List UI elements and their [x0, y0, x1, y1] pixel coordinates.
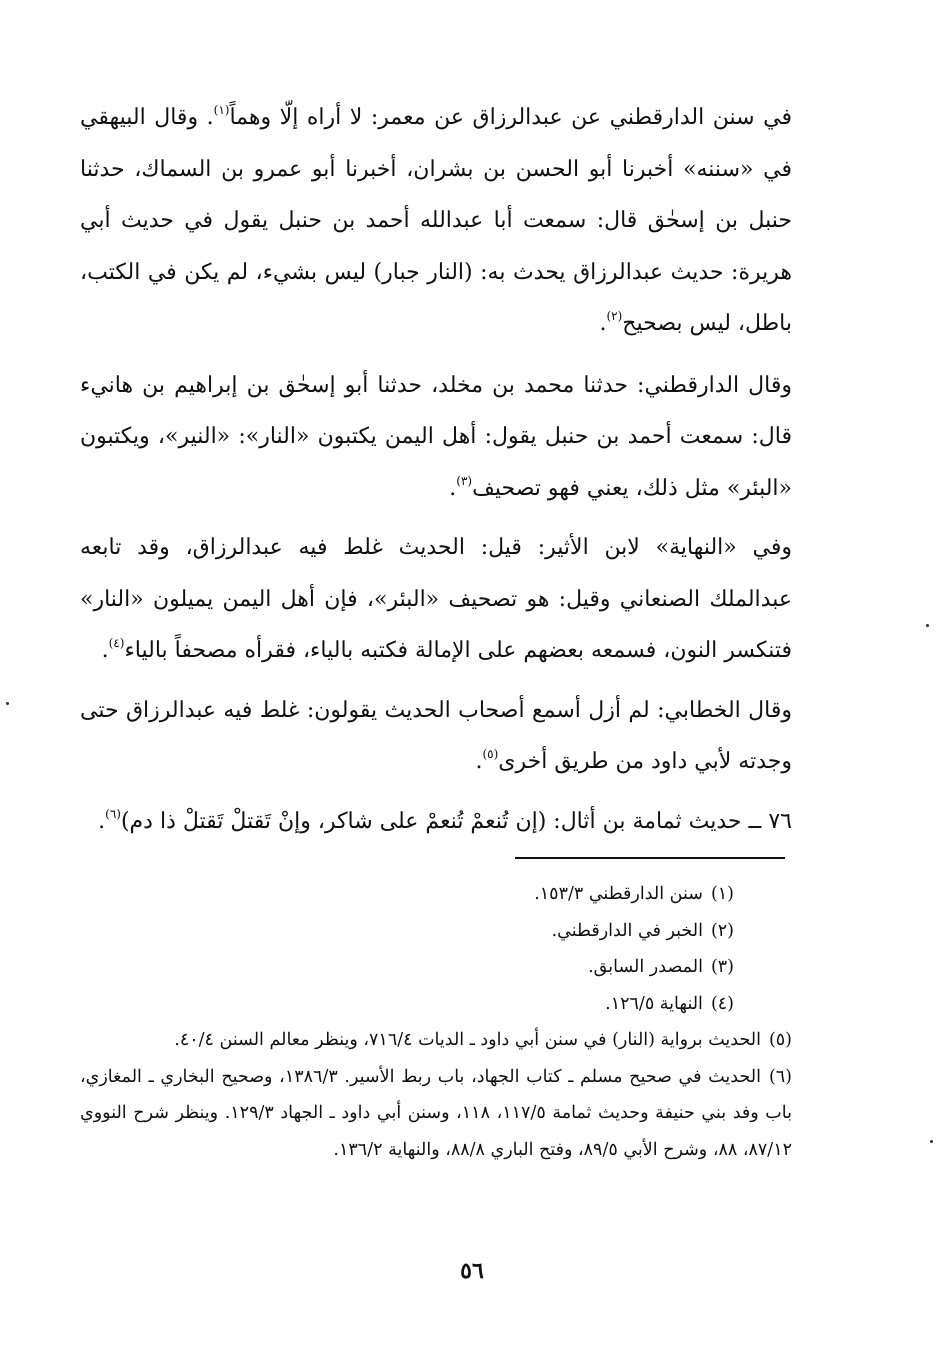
paragraph-text: وقال الخطابي: لم أزل أسمع أصحاب الحديث يقولون: غلط فيه عبدالرزاق حتى وجدته لأبي داود من طريق أخرى [80, 697, 792, 774]
hadith-76-heading [80, 796, 792, 848]
footnote-ref[interactable]: (٥) [482, 747, 499, 761]
footnote-3 [80, 949, 792, 986]
paragraph-text: . [599, 311, 607, 336]
footnote-number: (٥) [768, 1030, 792, 1050]
footnote-5 [80, 1022, 792, 1059]
paragraph-text: . [98, 808, 106, 834]
main-text [80, 92, 792, 855]
footnote-text: الخبر في الدارقطني. [551, 920, 703, 941]
paragraph-text: . [101, 638, 109, 663]
footnote-number: (٣) [710, 957, 734, 977]
footnote-text: النهاية ١٢٦/٥. [605, 993, 703, 1014]
paragraph-text: وفي «النهاية» لابن الأثير: قيل: الحديث غلط فيه عبدالرزاق، وقد تابعه عبدالملك الصنعاني وقيل: هو تصحيف «البئر»، فإن أهل اليمن يميلون «النار» فتنكسر النون، فسمعه بعضهم على الإمالة فكتبه بالياء، فقرأه مصحفاً بالياء [80, 535, 792, 663]
footnote-ref[interactable]: (١) [213, 103, 230, 117]
scan-speck [6, 702, 9, 705]
paragraph-text: . [475, 749, 483, 774]
paragraph-4 [80, 685, 792, 788]
footnote-text: الحديث برواية (النار) في سنن أبي داود ـ الديات ٧١٦/٤، وينظر معالم السنن ٤٠/٤. [174, 1030, 761, 1050]
footnote-text: سنن الدارقطني ١٥٣/٣. [534, 884, 703, 904]
paragraph-3 [80, 522, 792, 677]
footnote-4 [80, 986, 792, 1023]
scan-speck [926, 624, 929, 627]
footnote-separator [515, 857, 785, 859]
paragraph-text: وقال الدارقطني: حدثنا محمد بن مخلد، حدثنا أبو إسحٰق بن إبراهيم بن هانيء قال: سمعت أحمد بن حنبل يقول: أهل اليمن يكتبون «النار»: «النير»، ويكتبون «البئر» مثل ذلك، يعني فهو تصحيف [80, 372, 792, 501]
paragraph-text: . وقال البيهقي في «سننه» أخبرنا أبو الحسن بن بشران، أخبرنا أبو عمرو بن السماك، حدثنا حنبل بن إسحٰق قال: سمعت أبا عبدالله أحمد بن حنبل يقول في حديث أبي هريرة: حديث عبدالرزاق يحدث به: (النار جبار) ليس بشيء، لم يكن في الكتب، باطل، ليس بصحيح [80, 105, 792, 336]
paragraph-2 [80, 360, 792, 515]
footnote-ref[interactable]: (٢) [606, 309, 623, 323]
footnotes [80, 876, 792, 1168]
footnote-2 [80, 913, 792, 950]
page-number: ٥٦ [460, 1258, 484, 1284]
paragraph-text: في سنن الدارقطني عن عبدالرزاق عن معمر: لا أراه إلّا وهماً [229, 105, 792, 130]
footnote-6 [80, 1059, 792, 1169]
scan-speck [930, 1140, 933, 1143]
footnote-ref[interactable]: (٦) [105, 806, 121, 821]
footnote-number: (١) [710, 884, 734, 904]
footnote-ref[interactable]: (٤) [108, 636, 125, 650]
footnote-number: (٤) [710, 993, 734, 1014]
footnote-text: المصدر السابق. [588, 957, 703, 977]
paragraph-1 [80, 92, 792, 350]
footnote-number: (٢) [710, 920, 734, 941]
footnote-ref[interactable]: (٣) [456, 473, 473, 488]
paragraph-text: ٧٦ ــ حديث ثمامة بن أثال: (إن تُنعمْ تُنعمْ على شاكر، وإنْ تَقتلْ تَقتلْ ذا دم) [120, 808, 792, 834]
footnote-1 [80, 876, 792, 913]
footnote-number: (٦) [768, 1066, 792, 1087]
footnote-text: الحديث في صحيح مسلم ـ كتاب الجهاد، باب ربط الأسير. ١٣٨٦/٣، وصحيح البخاري ـ المغازي، باب وفد بني حنيفة وحديث ثمامة ١١٧/٥، ١١٨، وسنن أبي داود ـ الجهاد ١٢٩/٣. وينظر شرح النووي ٨٧/١٢، ٨٨، وشرح الأبي ٨٩/٥، وفتح الباري ٨٨/٨، والنهاية ١٣٦/٢. [80, 1066, 792, 1160]
paragraph-text: . [449, 475, 457, 501]
